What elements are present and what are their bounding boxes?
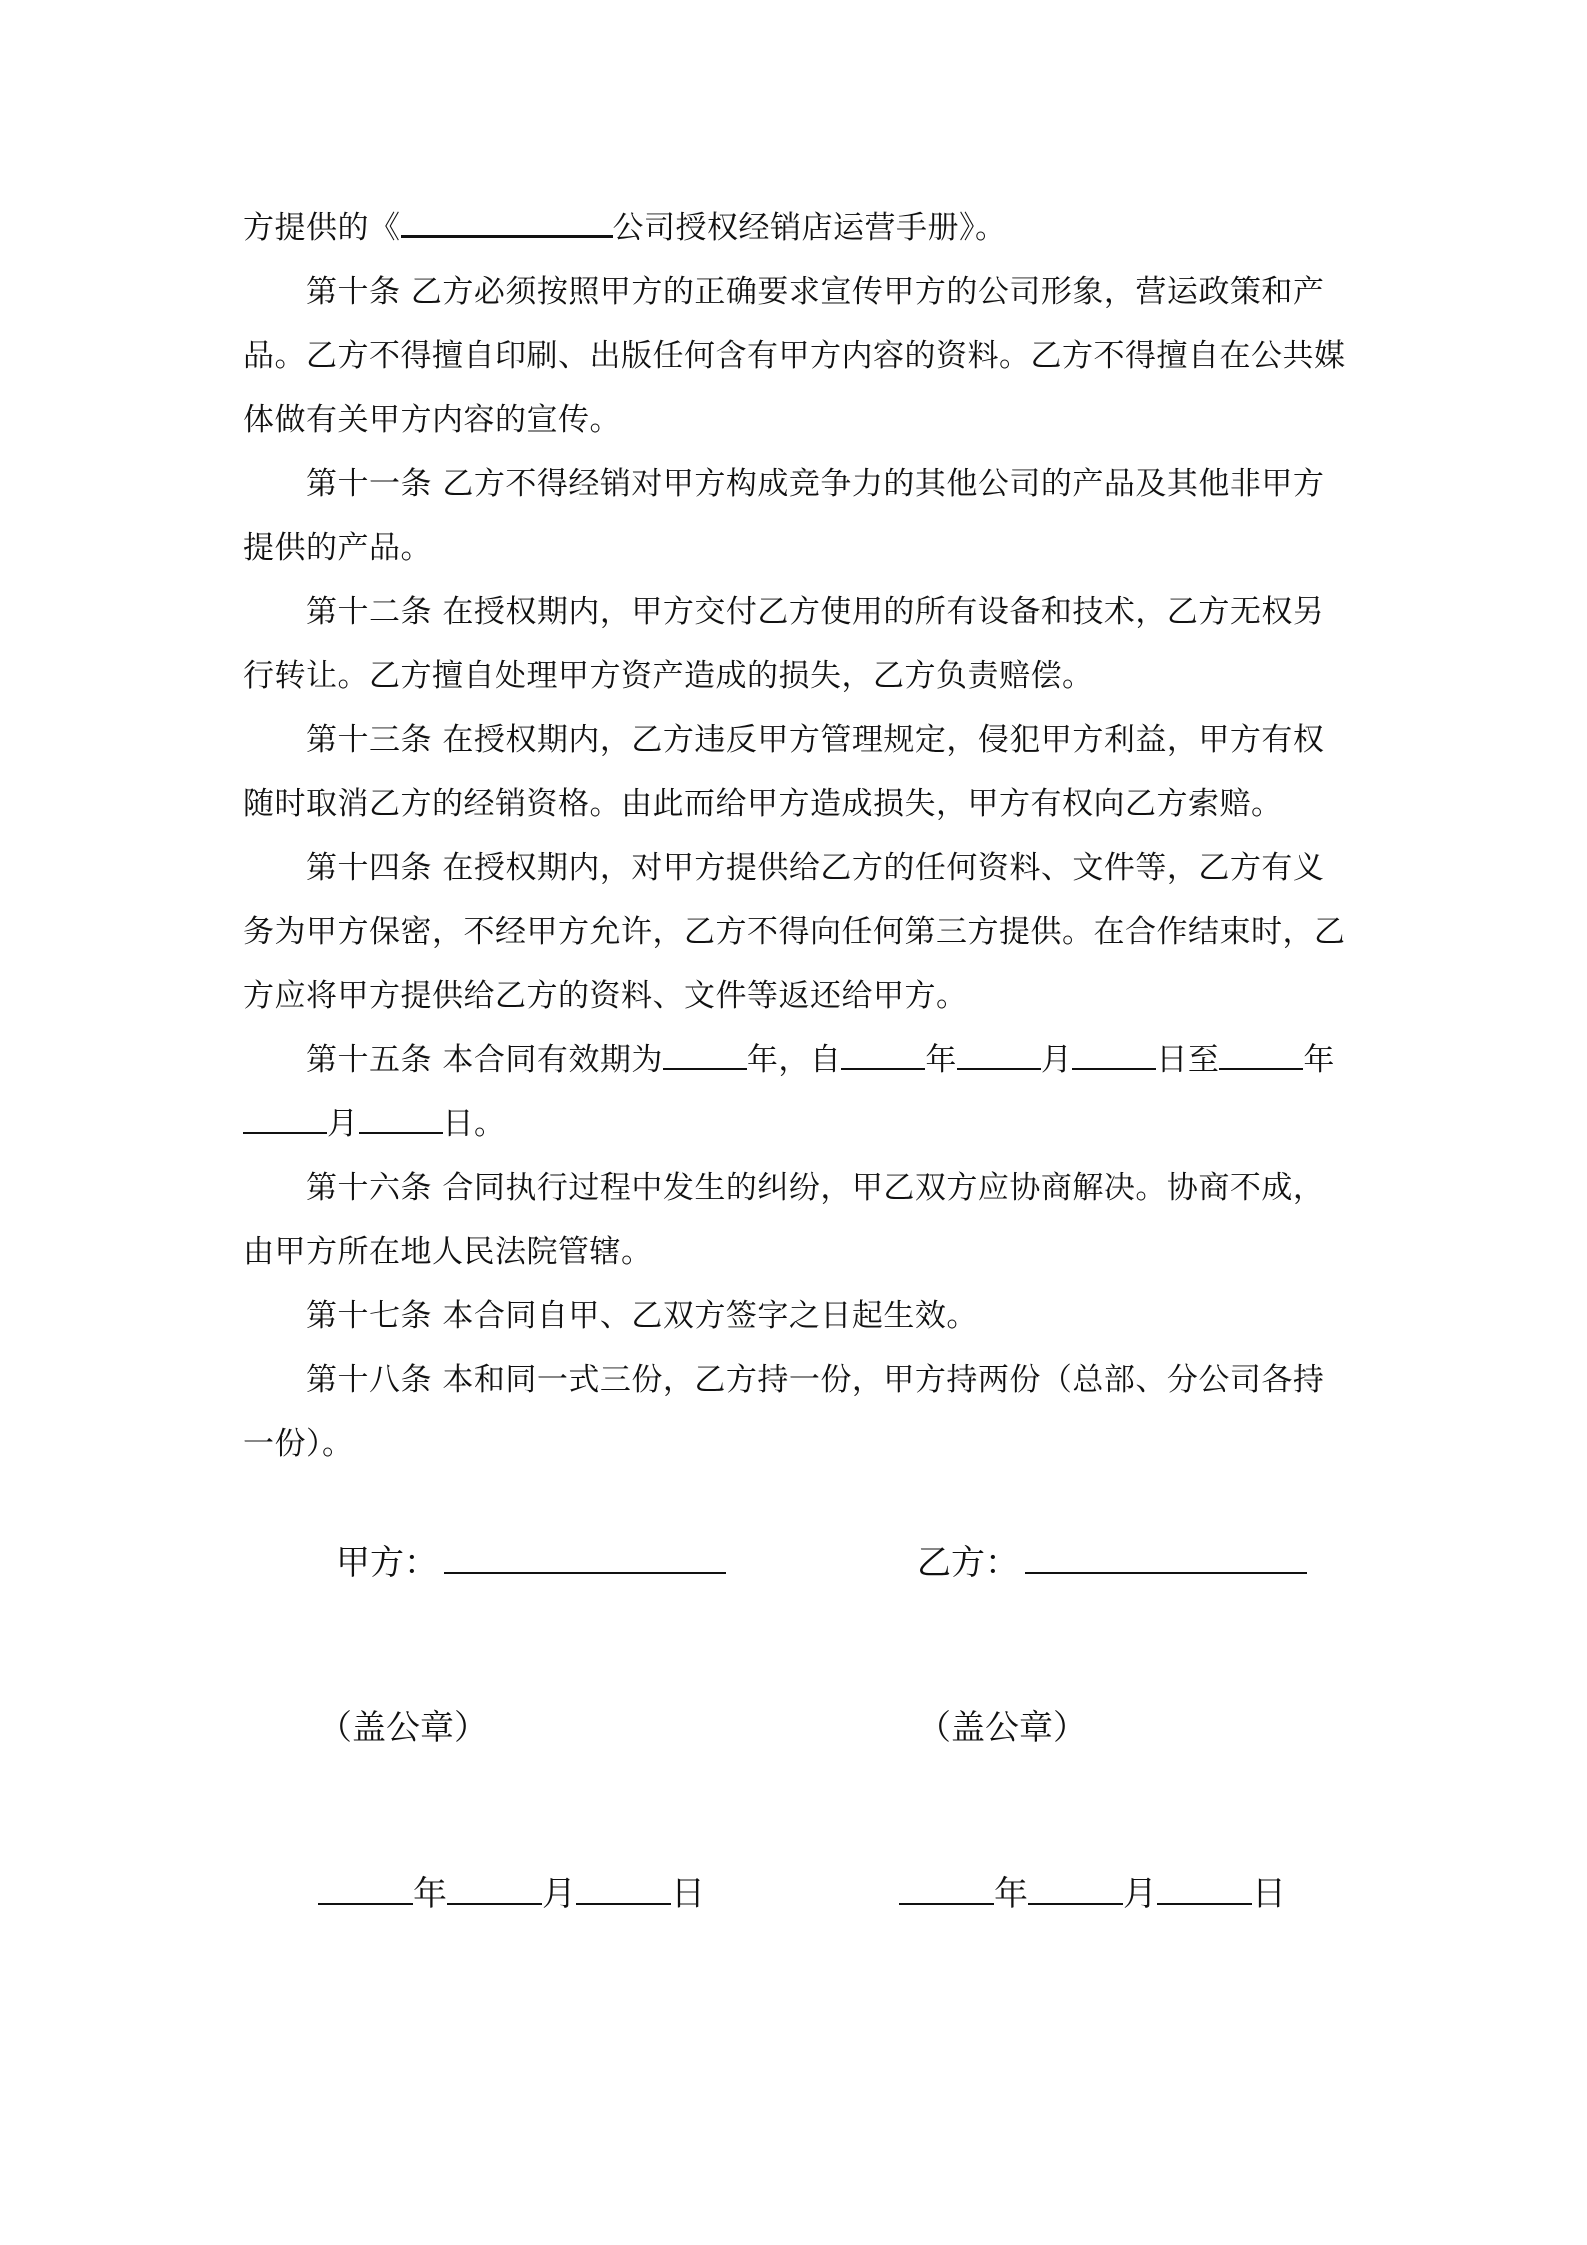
- text-segment: 月: [327, 1106, 359, 1142]
- article-15-line: [243, 1092, 1355, 1156]
- party-b-day-blank[interactable]: [1157, 1875, 1252, 1905]
- article-14-line: 方应将甲方提供给乙方的资料、文件等返还给甲方。: [243, 978, 968, 1014]
- text-segment: 月: [1123, 1874, 1157, 1914]
- text-segment: 年: [413, 1874, 447, 1914]
- text-segment: 年: [1303, 1042, 1335, 1078]
- party-b-label: 乙方：: [917, 1543, 1019, 1583]
- article-13-line: 随时取消乙方的经销资格。由此而给甲方造成损失，甲方有权向乙方索赔。: [243, 786, 1283, 822]
- article-16-line: 第十六条 合同执行过程中发生的纠纷，甲乙双方应协商解决。协商不成，: [306, 1170, 1325, 1206]
- contract-body: [243, 196, 1355, 1476]
- party-b-seal: （盖公章）: [917, 1708, 1087, 1748]
- term-years-blank[interactable]: [663, 1046, 747, 1070]
- party-a-signature-field[interactable]: [444, 1544, 726, 1574]
- text-segment: 年: [994, 1874, 1028, 1914]
- party-b-month-blank[interactable]: [1028, 1875, 1123, 1905]
- start-day-blank[interactable]: [1072, 1046, 1156, 1070]
- party-b-signature: [917, 1535, 1307, 1584]
- party-a-day-blank[interactable]: [576, 1875, 671, 1905]
- party-b-year-blank[interactable]: [899, 1875, 994, 1905]
- article-16-line: 由甲方所在地人民法院管辖。: [243, 1234, 653, 1270]
- party-a-seal: （盖公章）: [318, 1708, 488, 1748]
- article-17-line: 第十七条 本合同自甲、乙双方签字之日起生效。: [306, 1298, 978, 1334]
- party-a-signature: [336, 1535, 726, 1584]
- party-a-year-blank[interactable]: [318, 1875, 413, 1905]
- text-segment: 公司授权经销店运营手册》。: [612, 210, 1007, 246]
- article-12-line: 行转让。乙方擅自处理甲方资产造成的损失，乙方负责赔偿。: [243, 658, 1094, 694]
- article-10-line: 品。乙方不得擅自印刷、出版任何含有甲方内容的资料。乙方不得擅自在公共媒: [243, 338, 1346, 374]
- text-segment: 日至: [1156, 1042, 1220, 1078]
- text-segment: 日: [671, 1874, 705, 1914]
- article-11-line: 提供的产品。: [243, 530, 432, 566]
- text-segment: 方提供的《: [243, 210, 401, 246]
- party-b-date: [899, 1866, 1286, 1915]
- article-18-line: 一份）。: [243, 1426, 354, 1462]
- article-10-line: 第十条 乙方必须按照甲方的正确要求宣传甲方的公司形象，营运政策和产: [306, 274, 1325, 310]
- party-a-date: [318, 1866, 705, 1915]
- article-10-line: 体做有关甲方内容的宣传。: [243, 402, 621, 438]
- text-segment: 月: [542, 1874, 576, 1914]
- text-segment: 日。: [442, 1106, 506, 1142]
- article-14-line: 务为甲方保密，不经甲方允许，乙方不得向任何第三方提供。在合作结束时，乙: [243, 914, 1346, 950]
- party-a-label: 甲方：: [336, 1543, 438, 1583]
- party-a-month-blank[interactable]: [447, 1875, 542, 1905]
- start-year-blank[interactable]: [841, 1046, 925, 1070]
- text-segment: 年: [925, 1042, 957, 1078]
- end-month-blank[interactable]: [243, 1110, 327, 1134]
- article-14-line: 第十四条 在授权期内，对甲方提供给乙方的任何资料、文件等，乙方有义: [306, 850, 1325, 886]
- text-segment: 年: [746, 1042, 779, 1078]
- text-segment: ，自: [778, 1042, 842, 1078]
- end-year-blank[interactable]: [1219, 1046, 1303, 1070]
- party-b-signature-field[interactable]: [1025, 1544, 1307, 1574]
- article-12-line: 第十二条 在授权期内，甲方交付乙方使用的所有设备和技术，乙方无权另: [306, 594, 1325, 630]
- article-11-line: 第十一条 乙方不得经销对甲方构成竞争力的其他公司的产品及其他非甲方: [306, 466, 1325, 502]
- company-name-blank[interactable]: [401, 213, 613, 238]
- end-day-blank[interactable]: [359, 1110, 443, 1134]
- article-18-line: 第十八条 本和同一式三份，乙方持一份，甲方持两份（总部、分公司各持: [306, 1362, 1325, 1398]
- article-13-line: 第十三条 在授权期内，乙方违反甲方管理规定，侵犯甲方利益，甲方有权: [306, 722, 1325, 758]
- text-segment: 月: [1040, 1042, 1073, 1078]
- start-month-blank[interactable]: [957, 1046, 1041, 1070]
- text-segment: 第十五条 本合同有效期为: [306, 1042, 663, 1078]
- article-15-line: [243, 1028, 1355, 1092]
- manual-line: [243, 196, 1355, 260]
- text-segment: 日: [1252, 1874, 1286, 1914]
